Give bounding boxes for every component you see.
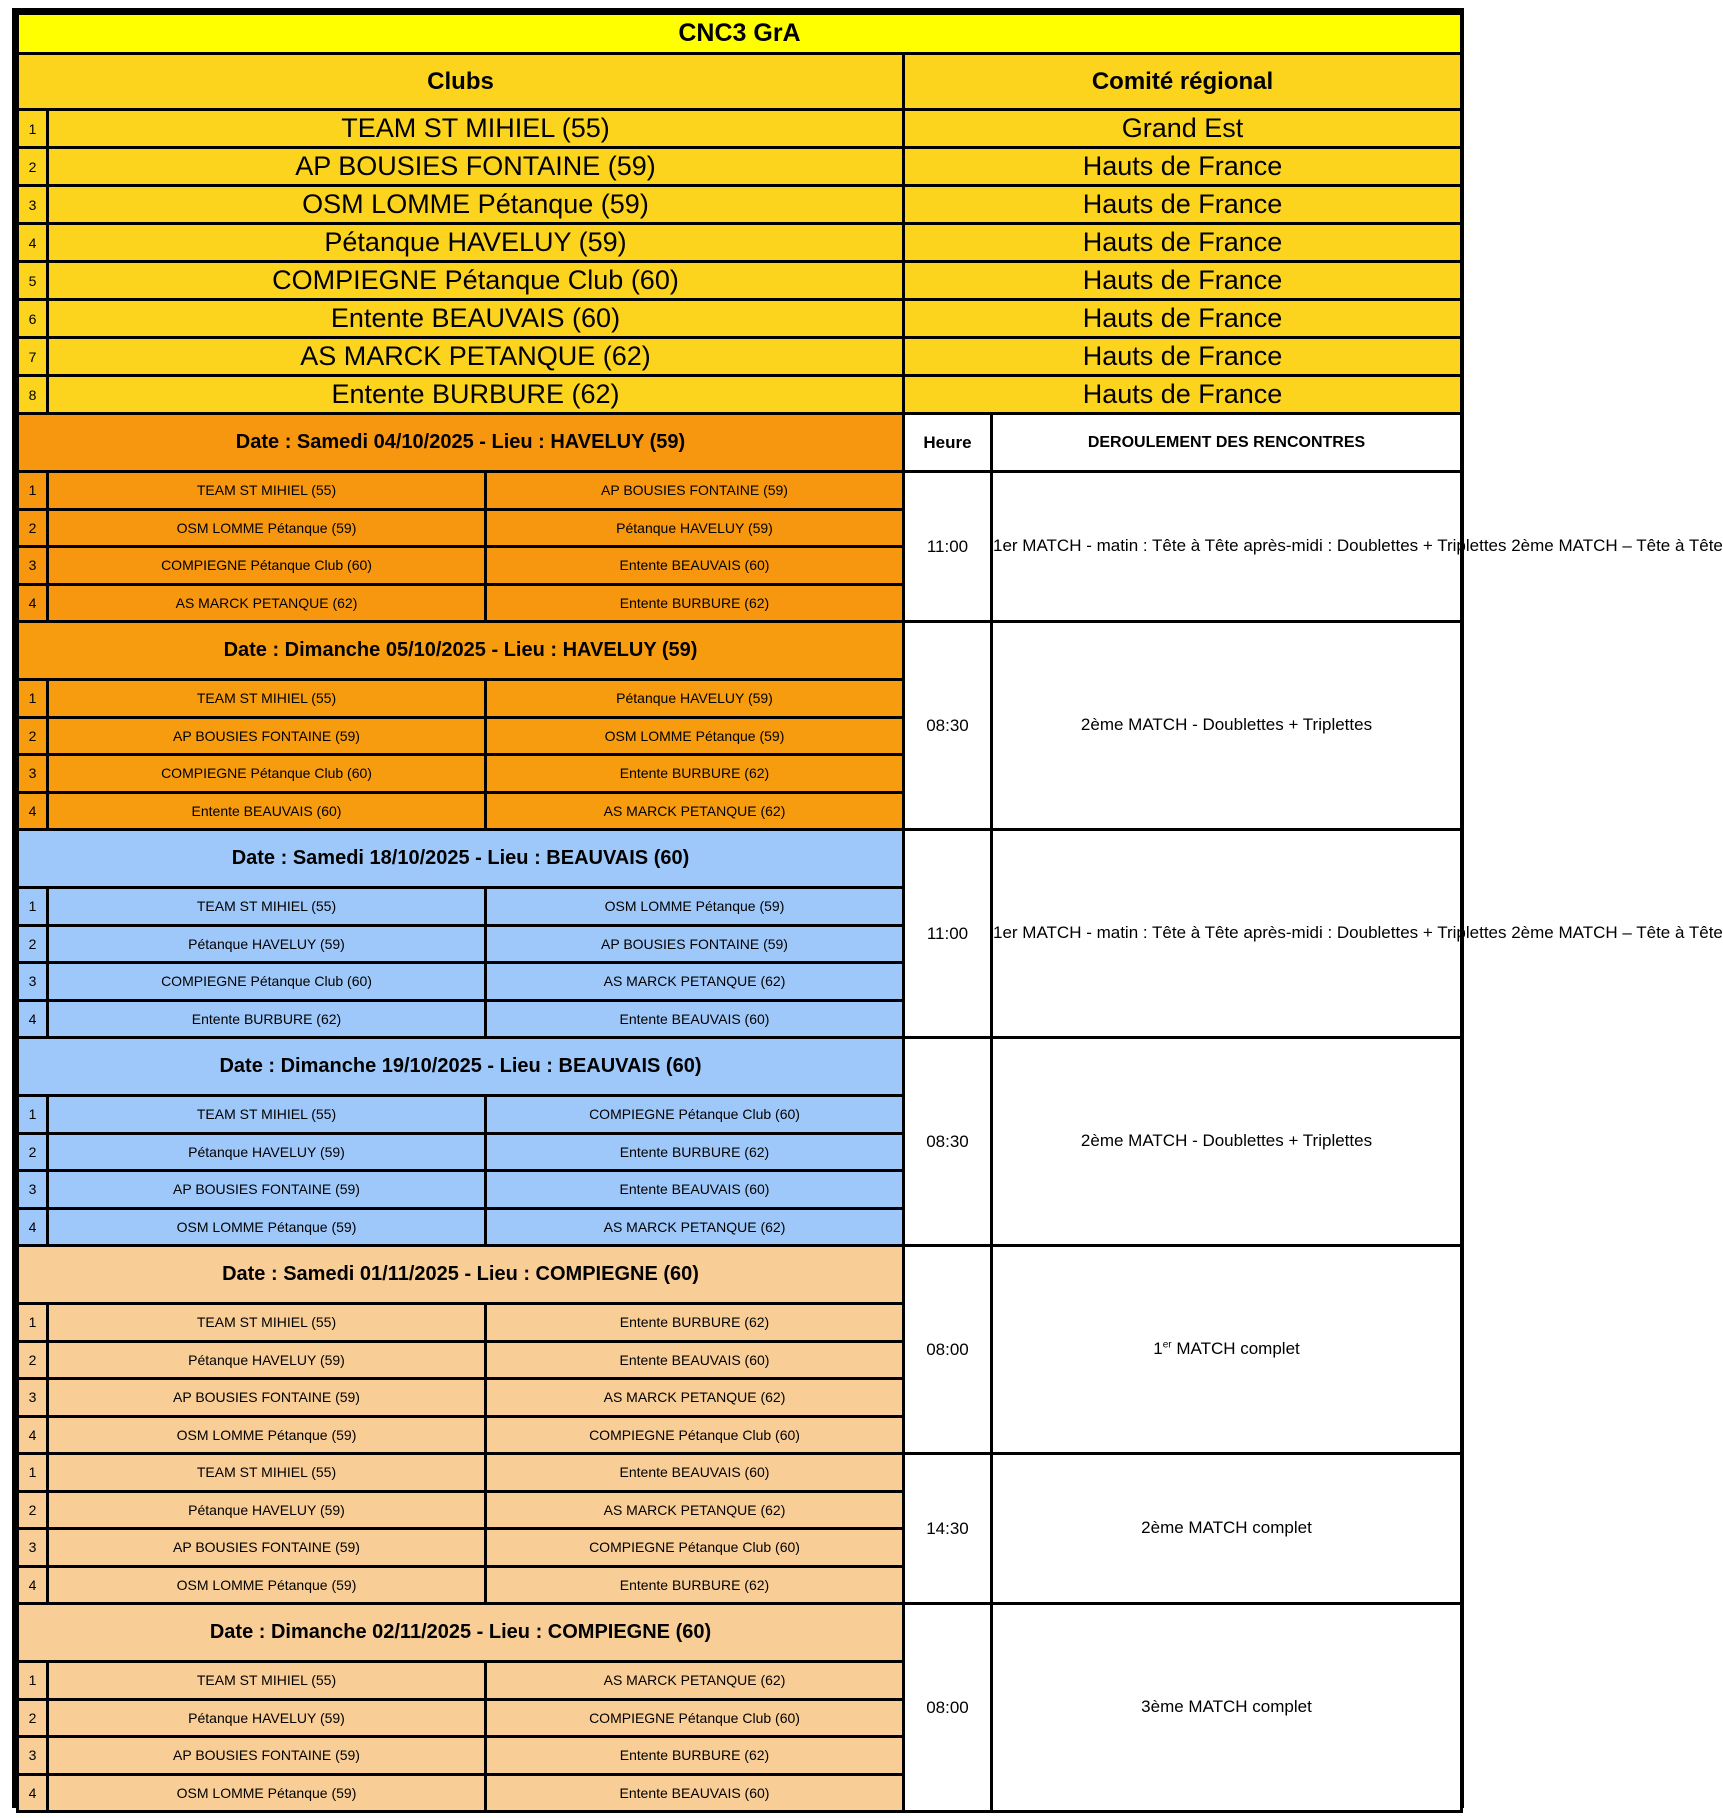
team-row: [18, 224, 1462, 262]
team-club: TEAM ST MIHIEL (55): [48, 110, 904, 148]
match-home: AS MARCK PETANQUE (62): [48, 584, 486, 622]
match-away: COMPIEGNE Pétanque Club (60): [486, 1529, 904, 1567]
match-home: TEAM ST MIHIEL (55): [48, 1662, 486, 1700]
match-number: 4: [18, 1208, 48, 1246]
match-home: TEAM ST MIHIEL (55): [48, 472, 486, 510]
match-home: TEAM ST MIHIEL (55): [48, 1454, 486, 1492]
match-number: 3: [18, 547, 48, 585]
match-away: AS MARCK PETANQUE (62): [486, 1662, 904, 1700]
date-header: Date : Dimanche 05/10/2025 - Lieu : HAVELUY (59): [18, 622, 904, 680]
match-number: 1: [18, 1096, 48, 1134]
match-number: 4: [18, 792, 48, 830]
team-club: OSM LOMME Pétanque (59): [48, 186, 904, 224]
match-home: TEAM ST MIHIEL (55): [48, 1096, 486, 1134]
team-region: Hauts de France: [904, 376, 1462, 414]
team-number: 5: [18, 262, 48, 300]
team-number: 6: [18, 300, 48, 338]
match-away: COMPIEGNE Pétanque Club (60): [486, 1699, 904, 1737]
page-title: CNC3 GrA: [18, 14, 1462, 54]
match-number: 2: [18, 1341, 48, 1379]
match-away: Entente BURBURE (62): [486, 1304, 904, 1342]
clubs-header: Clubs: [18, 54, 904, 110]
team-club: Pétanque HAVELUY (59): [48, 224, 904, 262]
match-home: Entente BEAUVAIS (60): [48, 792, 486, 830]
match-away: COMPIEGNE Pétanque Club (60): [486, 1096, 904, 1134]
match-number: 3: [18, 755, 48, 793]
match-home: COMPIEGNE Pétanque Club (60): [48, 963, 486, 1001]
match-number: 4: [18, 584, 48, 622]
match-number: 2: [18, 1133, 48, 1171]
match-number: 3: [18, 963, 48, 1001]
team-row: [18, 376, 1462, 414]
match-away: Entente BEAUVAIS (60): [486, 1171, 904, 1209]
match-time: 11:00: [904, 830, 992, 1038]
match-number: 2: [18, 1699, 48, 1737]
match-description: 2ème MATCH complet: [992, 1454, 1462, 1604]
match-number: 1: [18, 888, 48, 926]
match-home: AP BOUSIES FONTAINE (59): [48, 1737, 486, 1775]
date-header: Date : Samedi 01/11/2025 - Lieu : COMPIEGNE (60): [18, 1246, 904, 1304]
match-home: AP BOUSIES FONTAINE (59): [48, 1171, 486, 1209]
match-away: AP BOUSIES FONTAINE (59): [486, 925, 904, 963]
match-description: 1er MATCH - matin : Tête à Tête après-midi : Doublettes + Triplettes 2ème MATCH – Tête à Tête: [992, 472, 1462, 622]
match-away: OSM LOMME Pétanque (59): [486, 888, 904, 926]
match-number: 1: [18, 1662, 48, 1700]
match-description: 2ème MATCH - Doublettes + Triplettes: [992, 622, 1462, 830]
match-away: Entente BURBURE (62): [486, 1133, 904, 1171]
team-club: COMPIEGNE Pétanque Club (60): [48, 262, 904, 300]
match-home: OSM LOMME Pétanque (59): [48, 1208, 486, 1246]
match-away: OSM LOMME Pétanque (59): [486, 717, 904, 755]
team-region: Hauts de France: [904, 338, 1462, 376]
team-row: [18, 186, 1462, 224]
match-description: 3ème MATCH complet: [992, 1604, 1462, 1812]
match-number: 4: [18, 1566, 48, 1604]
match-number: 1: [18, 1454, 48, 1492]
region-header: Comité régional: [904, 54, 1462, 110]
match-time: 11:00: [904, 472, 992, 622]
match-home: OSM LOMME Pétanque (59): [48, 509, 486, 547]
match-home: OSM LOMME Pétanque (59): [48, 1416, 486, 1454]
team-club: Entente BURBURE (62): [48, 376, 904, 414]
desc-superscript: er: [1162, 1339, 1172, 1351]
match-away: Entente BURBURE (62): [486, 1737, 904, 1775]
match-away: Pétanque HAVELUY (59): [486, 680, 904, 718]
schedule-table: [16, 12, 1723, 1813]
match-number: 2: [18, 925, 48, 963]
team-number: 2: [18, 148, 48, 186]
team-row: [18, 110, 1462, 148]
match-home: Pétanque HAVELUY (59): [48, 1491, 486, 1529]
desc-prefix: 1: [1153, 1339, 1163, 1359]
desc-suffix: MATCH complet: [1171, 1339, 1300, 1359]
date-header: Date : Dimanche 02/11/2025 - Lieu : COMPIEGNE (60): [18, 1604, 904, 1662]
schedule-sheet: [12, 8, 1723, 1808]
match-home: Entente BURBURE (62): [48, 1000, 486, 1038]
deroulement-header: DEROULEMENT DES RENCONTRES: [992, 414, 1462, 472]
team-row: [18, 300, 1462, 338]
match-away: Entente BEAUVAIS (60): [486, 547, 904, 585]
team-region: Grand Est: [904, 110, 1462, 148]
match-home: Pétanque HAVELUY (59): [48, 1133, 486, 1171]
date-header: Date : Samedi 18/10/2025 - Lieu : BEAUVAIS (60): [18, 830, 904, 888]
match-away: Entente BEAUVAIS (60): [486, 1454, 904, 1492]
match-number: 4: [18, 1774, 48, 1812]
match-number: 2: [18, 1491, 48, 1529]
match-number: 2: [18, 509, 48, 547]
team-region: Hauts de France: [904, 224, 1462, 262]
match-number: 1: [18, 1304, 48, 1342]
match-home: Pétanque HAVELUY (59): [48, 925, 486, 963]
team-region: Hauts de France: [904, 186, 1462, 224]
match-number: 3: [18, 1379, 48, 1417]
match-description: 1er MATCH - matin : Tête à Tête après-midi : Doublettes + Triplettes 2ème MATCH – Tête à Tête: [992, 830, 1462, 1038]
heure-header: Heure: [904, 414, 992, 472]
match-number: 3: [18, 1529, 48, 1567]
match-away: COMPIEGNE Pétanque Club (60): [486, 1416, 904, 1454]
match-home: TEAM ST MIHIEL (55): [48, 1304, 486, 1342]
match-number: 2: [18, 717, 48, 755]
match-home: OSM LOMME Pétanque (59): [48, 1774, 486, 1812]
match-number: 3: [18, 1737, 48, 1775]
match-row: [18, 472, 1462, 510]
team-row: [18, 338, 1462, 376]
match-away: AS MARCK PETANQUE (62): [486, 1379, 904, 1417]
team-region: Hauts de France: [904, 262, 1462, 300]
match-away: Entente BEAUVAIS (60): [486, 1341, 904, 1379]
match-home: AP BOUSIES FONTAINE (59): [48, 1379, 486, 1417]
match-number: 4: [18, 1000, 48, 1038]
match-away: AS MARCK PETANQUE (62): [486, 963, 904, 1001]
match-away: AS MARCK PETANQUE (62): [486, 1491, 904, 1529]
match-away: Pétanque HAVELUY (59): [486, 509, 904, 547]
match-home: AP BOUSIES FONTAINE (59): [48, 717, 486, 755]
team-club: Entente BEAUVAIS (60): [48, 300, 904, 338]
team-number: 7: [18, 338, 48, 376]
match-row: [18, 1454, 1462, 1492]
match-home: TEAM ST MIHIEL (55): [48, 680, 486, 718]
match-away: Entente BEAUVAIS (60): [486, 1000, 904, 1038]
team-row: [18, 262, 1462, 300]
match-home: COMPIEGNE Pétanque Club (60): [48, 755, 486, 793]
match-away: Entente BURBURE (62): [486, 584, 904, 622]
match-away: Entente BURBURE (62): [486, 755, 904, 793]
match-number: 1: [18, 680, 48, 718]
match-time: 08:00: [904, 1246, 992, 1454]
match-away: Entente BEAUVAIS (60): [486, 1774, 904, 1812]
team-number: 1: [18, 110, 48, 148]
match-away: AP BOUSIES FONTAINE (59): [486, 472, 904, 510]
team-number: 4: [18, 224, 48, 262]
match-time: 08:30: [904, 622, 992, 830]
match-time: 08:00: [904, 1604, 992, 1812]
date-header: Date : Samedi 04/10/2025 - Lieu : HAVELUY (59): [18, 414, 904, 472]
team-club: AP BOUSIES FONTAINE (59): [48, 148, 904, 186]
match-away: AS MARCK PETANQUE (62): [486, 1208, 904, 1246]
match-away: Entente BURBURE (62): [486, 1566, 904, 1604]
match-home: Pétanque HAVELUY (59): [48, 1341, 486, 1379]
team-club: AS MARCK PETANQUE (62): [48, 338, 904, 376]
match-home: Pétanque HAVELUY (59): [48, 1699, 486, 1737]
team-number: 8: [18, 376, 48, 414]
match-number: 4: [18, 1416, 48, 1454]
match-description: [992, 1246, 1462, 1454]
team-number: 3: [18, 186, 48, 224]
match-home: OSM LOMME Pétanque (59): [48, 1566, 486, 1604]
match-time: 08:30: [904, 1038, 992, 1246]
team-region: Hauts de France: [904, 148, 1462, 186]
match-home: COMPIEGNE Pétanque Club (60): [48, 547, 486, 585]
match-home: AP BOUSIES FONTAINE (59): [48, 1529, 486, 1567]
team-row: [18, 148, 1462, 186]
match-time: 14:30: [904, 1454, 992, 1604]
team-region: Hauts de France: [904, 300, 1462, 338]
match-away: AS MARCK PETANQUE (62): [486, 792, 904, 830]
match-number: 3: [18, 1171, 48, 1209]
match-number: 1: [18, 472, 48, 510]
date-header: Date : Dimanche 19/10/2025 - Lieu : BEAUVAIS (60): [18, 1038, 904, 1096]
match-description: 2ème MATCH - Doublettes + Triplettes: [992, 1038, 1462, 1246]
match-home: TEAM ST MIHIEL (55): [48, 888, 486, 926]
